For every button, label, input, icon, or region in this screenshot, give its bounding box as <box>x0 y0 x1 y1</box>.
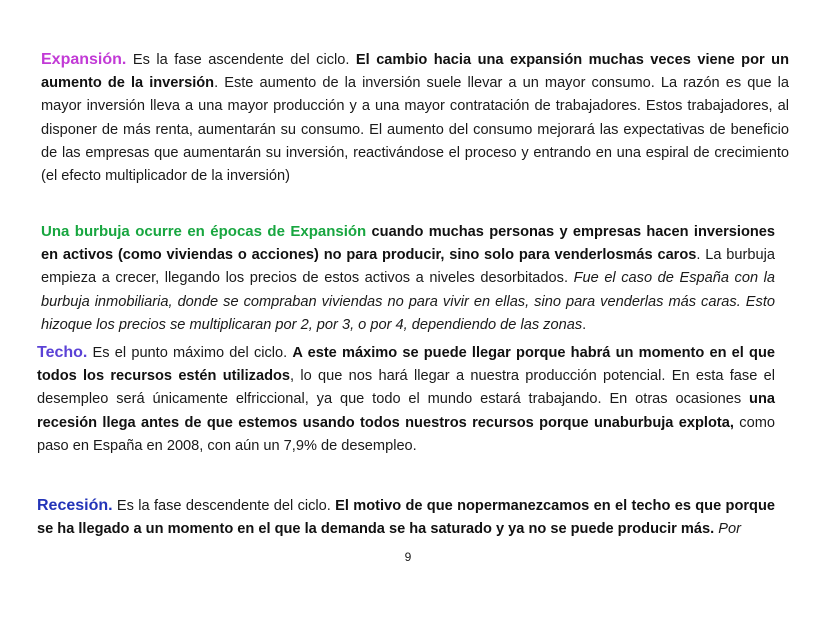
bold-techo-1: A este máximo se puede llegar porque habrá un momento en el que todos los recursos estén utilizados <box>37 345 775 385</box>
paragraph-recesion <box>37 494 775 541</box>
text-expansion-1: Es la fase ascendente del ciclo. <box>126 52 356 68</box>
italic-recesion-1: Por <box>718 521 741 538</box>
text-burbuja-2: . <box>582 316 587 333</box>
text-recesion-1: Es la fase descendente del ciclo. <box>112 498 336 514</box>
heading-techo: Techo. <box>37 344 88 361</box>
bold-recesion-1: El motivo de que nopermanezcamos en el techo es que porque se ha llegado a un momento en el que la demanda se ha saturado y ya no se puede producir más. <box>37 498 775 538</box>
page-number: 9 <box>404 550 412 564</box>
paragraph-expansion <box>41 48 789 188</box>
heading-expansion: Expansión. <box>41 51 127 68</box>
text-burbuja-1: . La burbuja empieza a crecer, llegando los precios de estos activos a niveles desorbitados. <box>41 247 775 287</box>
paragraph-burbuja <box>41 220 775 337</box>
text-techo-2: , lo que nos hará llegar a nuestra producción potencial. En esta fase el desempleo será únicamente elfriccional, ya que todo el mundo estará trabajando. En otras ocasiones <box>37 368 775 408</box>
italic-burbuja-1: Fue el caso de España con la burbuja inmobiliaria, donde se compraban viviendas no para vivir en ellas, sino para venderlas más caras. Esto hizoque los precios se multiplicaran por 2, por 3, o por 4, dependiendo de las zonas <box>41 270 776 333</box>
text-techo-1: Es el punto máximo del ciclo. <box>87 345 293 361</box>
heading-recesion: Recesión. <box>37 497 113 514</box>
bold-expansion-1: El cambio hacia una expansión muchas veces viene por un aumento de la inversión <box>41 52 789 92</box>
bold-burbuja-1: cuando muchas personas y empresas hacen inversiones en activos (como viviendas o acciones) no para producir, sino solo para venderlosmás caros <box>41 224 776 264</box>
paragraph-techo <box>37 341 775 458</box>
text-techo-3: como paso en España en 2008, con aún un 7,9% de desempleo. <box>37 414 775 454</box>
bold-techo-2: una recesión llega antes de que estemos usando todos nuestros recursos porque unaburbuja explota, <box>37 391 775 431</box>
heading-burbuja: Una burbuja ocurre en épocas de Expansión <box>41 223 367 240</box>
text-expansion-2: . Este aumento de la inversión suele llevar a un mayor consumo. La razón es que la mayor inversión lleva a una mayor producción y a una mayor contratación de trabajadores. Estos trabajadores, al disponer de más renta, aumentarán su consumo. El aumento del consumo mejorará las expectativas de beneficio de las empresas que aumentarán su inversión, reactivándose el proceso y entrando en una espiral de crecimiento (el efecto multiplicador de la inversión) <box>41 75 789 185</box>
